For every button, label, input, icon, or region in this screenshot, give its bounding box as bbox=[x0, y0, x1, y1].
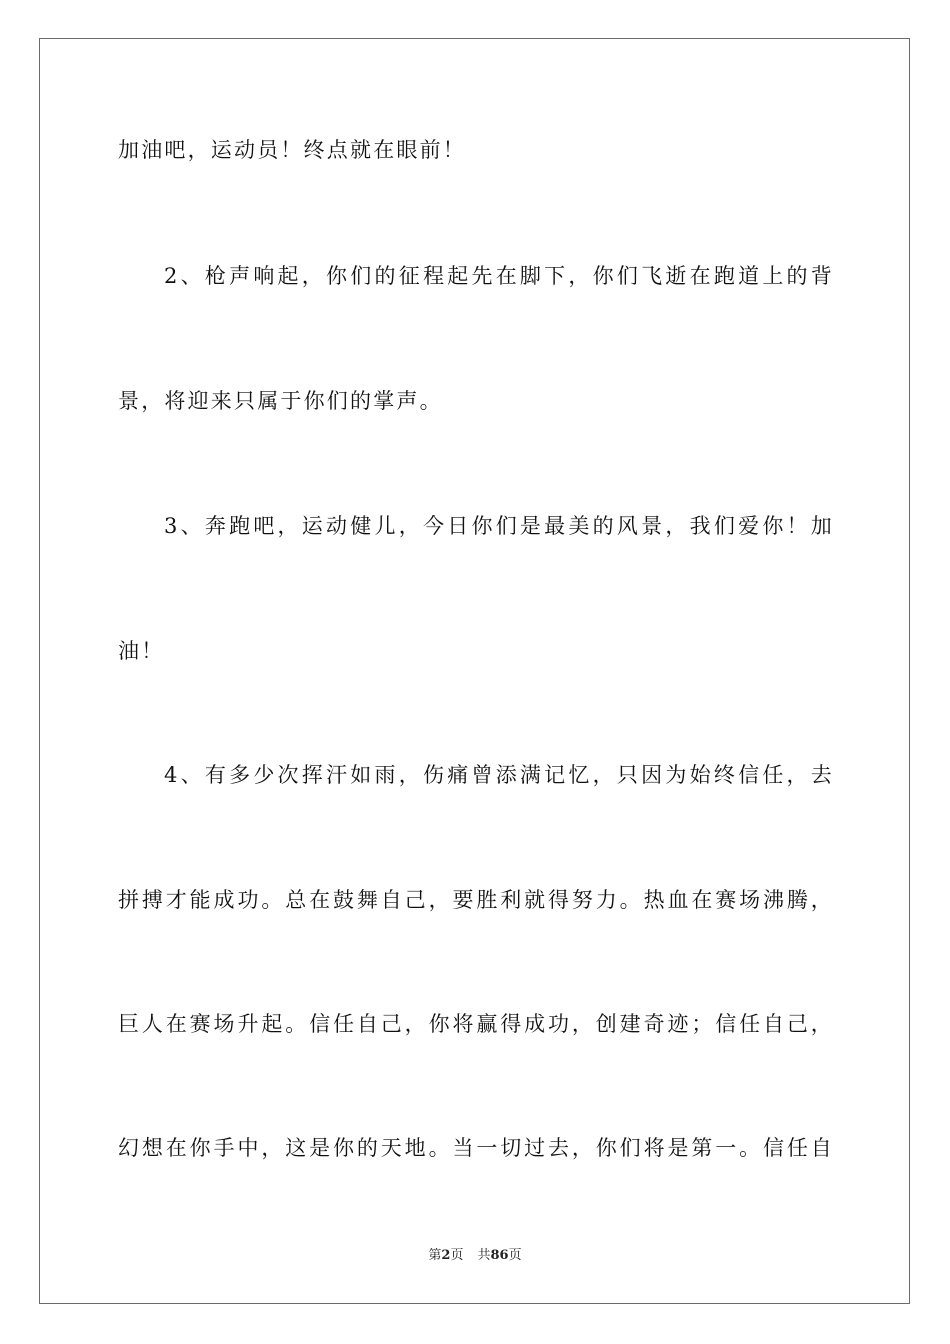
text-line-4: 3、奔跑吧，运动健儿，今日你们是最美的风景，我们爱你！加 bbox=[164, 514, 834, 538]
page-border bbox=[39, 38, 910, 1304]
text-line-5: 油！ bbox=[118, 639, 165, 663]
page-prefix: 第 bbox=[428, 1248, 442, 1263]
total-prefix: 共 bbox=[477, 1248, 491, 1263]
page-footer bbox=[0, 1247, 950, 1265]
text-line-7: 拼搏才能成功。总在鼓舞自己，要胜利就得努力。热血在赛场沸腾， bbox=[118, 888, 834, 912]
text-line-9: 幻想在你手中，这是你的天地。当一切过去，你们将是第一。信任自 bbox=[118, 1136, 834, 1160]
page-number: 2 bbox=[441, 1248, 451, 1263]
total-suffix: 页 bbox=[508, 1248, 522, 1263]
text-line-1: 加油吧，运动员！终点就在眼前！ bbox=[118, 138, 466, 162]
text-line-3: 景，将迎来只属于你们的掌声。 bbox=[118, 389, 443, 413]
text-line-8: 巨人在赛场升起。信任自己，你将赢得成功，创建奇迹；信任自己， bbox=[118, 1012, 834, 1036]
text-line-6: 4、有多少次挥汗如雨，伤痛曾添满记忆，只因为始终信任，去 bbox=[164, 763, 834, 787]
total-pages: 86 bbox=[490, 1248, 509, 1263]
page-suffix: 页 bbox=[450, 1248, 464, 1263]
text-line-2: 2、枪声响起，你们的征程起先在脚下，你们飞逝在跑道上的背 bbox=[164, 264, 834, 288]
